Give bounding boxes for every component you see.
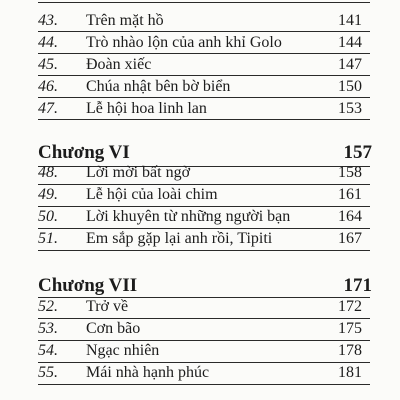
toc-entry-46	[0, 76, 400, 98]
entry-number: 47.	[38, 100, 58, 117]
entry-page: 164	[338, 208, 362, 225]
toc-entry-51	[0, 228, 400, 250]
entry-title: Trò nhào lộn của anh khỉ Golo	[86, 34, 282, 51]
entry-number: 50.	[38, 208, 58, 225]
row-divider	[38, 250, 370, 251]
entry-page: 144	[338, 34, 362, 51]
entry-page: 141	[338, 12, 362, 29]
entry-number: 51.	[38, 230, 58, 247]
entry-page: 181	[338, 364, 362, 381]
entry-number: 43.	[38, 12, 58, 29]
chapter-title: Chương VII	[38, 275, 138, 296]
entry-number: 52.	[38, 298, 58, 315]
toc-entry-48	[0, 162, 400, 184]
entry-page: 153	[338, 100, 362, 117]
entry-number: 55.	[38, 364, 58, 381]
chapter-page: 171	[343, 275, 372, 296]
toc-entry-54	[0, 340, 400, 362]
entry-page: 172	[338, 298, 362, 315]
entry-title: Lễ hội hoa linh lan	[86, 100, 207, 117]
entry-title: Ngạc nhiên	[86, 342, 160, 359]
entry-title: Lễ hội của loài chim	[86, 186, 218, 203]
toc-entry-49	[0, 184, 400, 206]
entry-title: Đoàn xiếc	[86, 56, 152, 73]
toc-entry-55	[0, 362, 400, 384]
entry-title: Mái nhà hạnh phúc	[86, 364, 210, 381]
entry-number: 48.	[38, 164, 58, 181]
entry-title: Chúa nhật bên bờ biển	[86, 78, 231, 95]
entry-page: 167	[338, 230, 362, 247]
entry-number: 53.	[38, 320, 58, 337]
entry-number: 49.	[38, 186, 58, 203]
toc-entry-52	[0, 296, 400, 318]
entry-page: 158	[338, 164, 362, 181]
entry-page: 175	[338, 320, 362, 337]
toc-entry-53	[0, 318, 400, 340]
chapter-page: 157	[343, 142, 372, 163]
toc-entry-44	[0, 32, 400, 54]
entry-title: Trên mặt hồ	[86, 12, 164, 29]
toc-entry-50	[0, 206, 400, 228]
toc-entry-47	[0, 98, 400, 120]
entry-title: Lời khuyên từ những người bạn	[86, 208, 291, 225]
entry-title: Em sắp gặp lại anh rồi, Tipiti	[86, 230, 273, 247]
entry-title: Trở về	[86, 298, 129, 315]
entry-page: 147	[338, 56, 362, 73]
entry-number: 54.	[38, 342, 58, 359]
entry-title: Cơn bão	[86, 320, 141, 337]
entry-page: 161	[338, 186, 362, 203]
entry-page: 178	[338, 342, 362, 359]
toc-entry-45	[0, 54, 400, 76]
entry-number: 46.	[38, 78, 58, 95]
entry-page: 150	[338, 78, 362, 95]
toc-entry-43	[0, 10, 400, 32]
row-divider	[38, 119, 370, 120]
entry-title: Lời mời bất ngờ	[86, 164, 191, 181]
entry-number: 45.	[38, 56, 58, 73]
row-divider	[38, 384, 370, 385]
cut-off-previous-row	[38, 0, 370, 3]
chapter-title: Chương VI	[38, 142, 130, 163]
entry-number: 44.	[38, 34, 58, 51]
